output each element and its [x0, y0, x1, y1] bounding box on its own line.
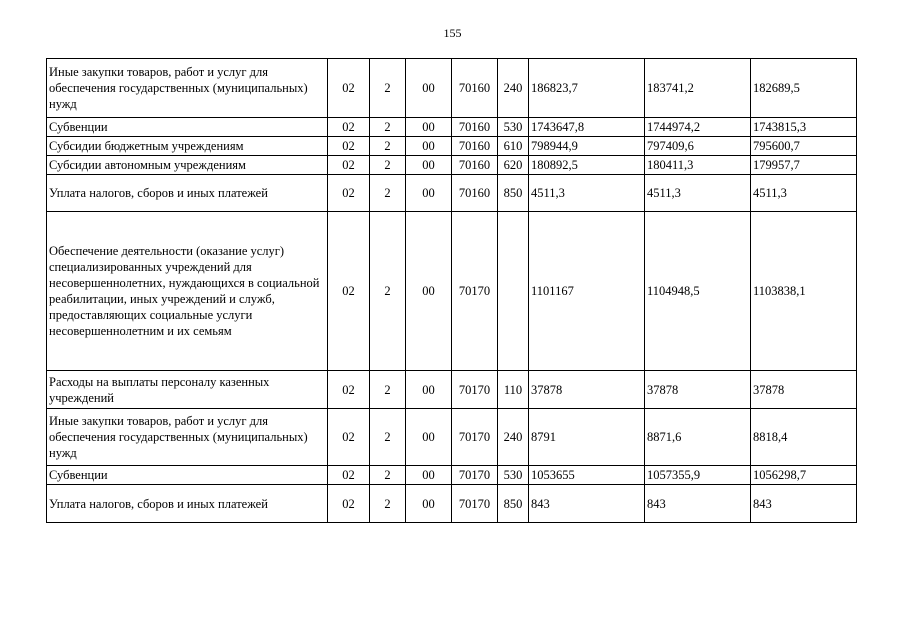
- subprogram-code: 2: [370, 212, 406, 371]
- expense-type-code: 240: [498, 59, 529, 118]
- section-code: 02: [328, 409, 370, 466]
- value-year-1: 37878: [529, 371, 645, 409]
- section-code: 02: [328, 485, 370, 523]
- subprogram-code: 2: [370, 59, 406, 118]
- value-year-1: 180892,5: [529, 156, 645, 175]
- target-article-code: 70170: [452, 409, 498, 466]
- value-year-1: 4511,3: [529, 175, 645, 212]
- program-code: 00: [406, 118, 452, 137]
- section-code: 02: [328, 59, 370, 118]
- table-row: [47, 156, 857, 175]
- program-code: 00: [406, 175, 452, 212]
- target-article-code: 70170: [452, 371, 498, 409]
- subprogram-code: 2: [370, 409, 406, 466]
- section-code: 02: [328, 137, 370, 156]
- table-row: [47, 212, 857, 371]
- value-year-2: 797409,6: [645, 137, 751, 156]
- target-article-code: 70160: [452, 59, 498, 118]
- table-row: [47, 409, 857, 466]
- value-year-3: 1103838,1: [751, 212, 857, 371]
- section-code: 02: [328, 212, 370, 371]
- row-name: Уплата налогов, сборов и иных платежей: [47, 175, 328, 212]
- target-article-code: 70160: [452, 137, 498, 156]
- table-row: [47, 175, 857, 212]
- value-year-3: 843: [751, 485, 857, 523]
- section-code: 02: [328, 175, 370, 212]
- expense-type-code: 620: [498, 156, 529, 175]
- value-year-3: 1743815,3: [751, 118, 857, 137]
- table-row: [47, 118, 857, 137]
- page-number: 155: [443, 26, 462, 40]
- table-row: [47, 466, 857, 485]
- subprogram-code: 2: [370, 118, 406, 137]
- expense-type-code: 530: [498, 466, 529, 485]
- expense-type-code: 530: [498, 118, 529, 137]
- value-year-3: 795600,7: [751, 137, 857, 156]
- value-year-2: 1104948,5: [645, 212, 751, 371]
- value-year-1: 8791: [529, 409, 645, 466]
- value-year-2: 1744974,2: [645, 118, 751, 137]
- value-year-3: 8818,4: [751, 409, 857, 466]
- value-year-2: 4511,3: [645, 175, 751, 212]
- row-name: Расходы на выплаты персоналу казенных учреждений: [47, 371, 328, 409]
- target-article-code: 70160: [452, 175, 498, 212]
- value-year-2: 180411,3: [645, 156, 751, 175]
- subprogram-code: 2: [370, 137, 406, 156]
- target-article-code: 70160: [452, 118, 498, 137]
- value-year-2: 183741,2: [645, 59, 751, 118]
- budget-table: [46, 58, 857, 523]
- value-year-1: 1101167: [529, 212, 645, 371]
- row-name: Иные закупки товаров, работ и услуг для обеспечения государственных (муниципальных) нужд: [47, 59, 328, 118]
- value-year-1: 1743647,8: [529, 118, 645, 137]
- section-code: 02: [328, 118, 370, 137]
- target-article-code: 70160: [452, 156, 498, 175]
- program-code: 00: [406, 59, 452, 118]
- program-code: 00: [406, 485, 452, 523]
- section-code: 02: [328, 466, 370, 485]
- subprogram-code: 2: [370, 175, 406, 212]
- expense-type-code: 610: [498, 137, 529, 156]
- program-code: 00: [406, 371, 452, 409]
- expense-type-code: 240: [498, 409, 529, 466]
- table-row: [47, 137, 857, 156]
- value-year-1: 1053655: [529, 466, 645, 485]
- program-code: 00: [406, 212, 452, 371]
- subprogram-code: 2: [370, 466, 406, 485]
- expense-type-code: [498, 212, 529, 371]
- expense-type-code: 110: [498, 371, 529, 409]
- section-code: 02: [328, 156, 370, 175]
- row-name: Субсидии бюджетным учреждениям: [47, 137, 328, 156]
- value-year-1: 843: [529, 485, 645, 523]
- target-article-code: 70170: [452, 212, 498, 371]
- value-year-3: 4511,3: [751, 175, 857, 212]
- table-row: [47, 59, 857, 118]
- table-row: [47, 371, 857, 409]
- table-row: [47, 485, 857, 523]
- section-code: 02: [328, 371, 370, 409]
- value-year-2: 37878: [645, 371, 751, 409]
- value-year-2: 8871,6: [645, 409, 751, 466]
- program-code: 00: [406, 137, 452, 156]
- value-year-3: 1056298,7: [751, 466, 857, 485]
- row-name: Иные закупки товаров, работ и услуг для обеспечения государственных (муниципальных) нужд: [47, 409, 328, 466]
- subprogram-code: 2: [370, 485, 406, 523]
- value-year-2: 843: [645, 485, 751, 523]
- target-article-code: 70170: [452, 466, 498, 485]
- row-name: Субвенции: [47, 466, 328, 485]
- value-year-1: 798944,9: [529, 137, 645, 156]
- subprogram-code: 2: [370, 371, 406, 409]
- program-code: 00: [406, 156, 452, 175]
- row-name: Субвенции: [47, 118, 328, 137]
- subprogram-code: 2: [370, 156, 406, 175]
- program-code: 00: [406, 409, 452, 466]
- expense-type-code: 850: [498, 485, 529, 523]
- value-year-1: 186823,7: [529, 59, 645, 118]
- program-code: 00: [406, 466, 452, 485]
- row-name: Обеспечение деятельности (оказание услуг) специализированных учреждений для несовершеннолетних, нуждающихся в социальной реабилитации, иных учреждений и служб, предоставляющих социальные услуги несовершеннолетним и их семьям: [47, 212, 328, 371]
- row-name: Уплата налогов, сборов и иных платежей: [47, 485, 328, 523]
- expense-type-code: 850: [498, 175, 529, 212]
- row-name: Субсидии автономным учреждениям: [47, 156, 328, 175]
- value-year-3: 179957,7: [751, 156, 857, 175]
- target-article-code: 70170: [452, 485, 498, 523]
- value-year-2: 1057355,9: [645, 466, 751, 485]
- value-year-3: 182689,5: [751, 59, 857, 118]
- value-year-3: 37878: [751, 371, 857, 409]
